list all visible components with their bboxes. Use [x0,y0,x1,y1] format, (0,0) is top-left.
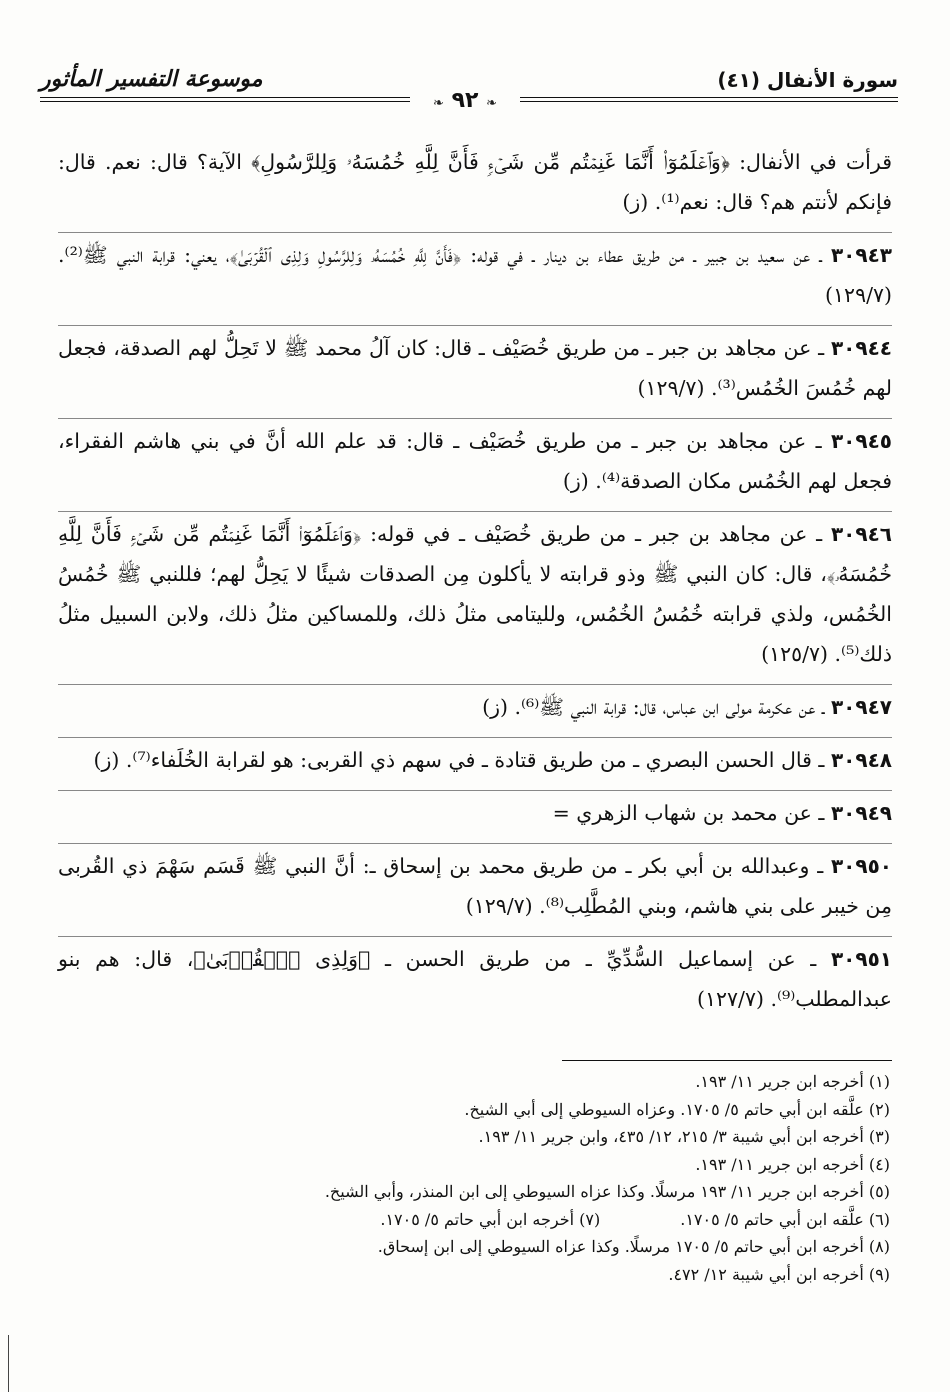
entry-number: ٣٠٩٥١ [830,947,892,971]
footnote-pair [90,1206,890,1234]
footnote: (٥) أخرجه ابن جرير ١١/ ١٩٣ مرسلًا. وكذا عزاه السيوطي إلى ابن المنذر، وأبي الشيخ. [324,1182,890,1201]
entry-text: ـ وعبدالله بن أبي بكر ـ من طريق محمد بن إسحاق ـ: أنَّ النبي ﷺ قَسَم سَهْمَ ذي القُربى مِن خيبر على بني هاشم، وبني المُطَّلِب⁽⁸⁾. (١٢٩/٧) [58,854,892,918]
main-text [58,140,892,1029]
entry-text: ـ عن مجاهد بن جبر ـ من طريق خُصَيْف ـ قال: قد علم الله أنَّ في بني هاشم الفقراء، فجعل لهم الخُمُس مكان الصدقة⁽⁴⁾. (ز) [58,429,892,493]
page-number-box [410,86,520,116]
footnote: (١) أخرجه ابن جرير ١١/ ١٩٣. [695,1072,890,1091]
entry-text: ـ قال الحسن البصري ـ من طريق قتادة ـ في سهم ذي القربى: هو لقرابة الخُلَفاء⁽⁷⁾. (ز) [93,748,831,772]
footnote: (٩) أخرجه ابن أبي شيبة ١٢/ ٤٧٢. [668,1264,890,1284]
entry-number: ٣٠٩٥٠ [830,854,892,878]
entry-text: ـ عن إسماعيل السُّدِّيِّ ـ من طريق الحسن ـ ﴿وَلِذِی ٱلۡقُرۡبَىٰ﴾، قال: هم بنو عبدالمطلب⁽⁹⁾. (١٢٧/٧) [58,947,892,1011]
page-number: ٩٢ [451,88,479,113]
entry-text: ـ عن سعيد بن جبير ـ من طريق عطاء بن دينار ـ في قوله: ﴿فَأَنَّ لِلَّهِ خُمُسَهُۥ وَلِلرَّسُولِ وَلِذِی ٱلۡقُرۡبَىٰ﴾، يعني: قرابة النبي ﷺ⁽²⁾. (١٢٩/٧) [58,243,892,307]
entry-text: ـ عن عكرمة مولى ابن عباس، قال: قرابة النبي ﷺ⁽⁶⁾. (ز) [482,695,831,719]
footnote: (٦) علَّقه ابن أبي حاتم ٥/ ١٧٠٥. [680,1209,890,1229]
entry-number: ٣٠٩٤٤ [830,336,892,360]
ornament-icon: ❧ [432,96,444,111]
footnote: (٣) أخرجه ابن أبي شيبة ٣/ ٢١٥، ١٢/ ٤٣٥، وابن جرير ١١/ ١٩٣. [478,1127,890,1146]
footnote: (٧) أخرجه ابن أبي حاتم ٥/ ١٧٠٥. [380,1209,601,1229]
footnote: (٤) أخرجه ابن جرير ١١/ ١٩٣. [695,1154,890,1174]
entry-number: ٣٠٩٤٣ [830,243,892,267]
entry [58,937,892,1029]
entry-number: ٣٠٩٤٧ [830,695,892,719]
entry-number: ٣٠٩٤٩ [830,801,892,825]
entry-number: ٣٠٩٤٥ [830,429,892,453]
entry-text: ـ عن محمد بن شهاب الزهري = [552,801,831,825]
footnotes [90,1068,890,1288]
entry [58,844,892,937]
footnote-divider [562,1060,892,1061]
footnote: (٢) علَّقه ابن أبي حاتم ٥/ ١٧٠٥. وعزاه السيوطي إلى أبي الشيخ. [464,1099,890,1119]
entry-number: ٣٠٩٤٨ [830,748,892,772]
page-edge-line [8,1335,9,1392]
entry [58,326,892,419]
book-title: موسوعة التفسير المأثور [40,67,263,92]
entry [58,419,892,512]
ornament-icon: ❧ [486,96,497,111]
entry [58,685,892,738]
entry [58,140,892,233]
entry-text: ـ عن مجاهد بن جبر ـ من طريق خُصَيْف ـ قال: كان آلُ محمد ﷺ لا تَحِلُّ لهم الصدقة، فجعل لهم خُمُسَ الخُمُس⁽³⁾. (١٢٩/٧) [58,336,892,400]
entry [58,512,892,685]
entry [58,791,892,844]
surah-title: سورة الأنفال (٤١) [717,68,898,92]
entry [58,738,892,791]
entry-number: ٣٠٩٤٦ [830,522,892,546]
entry-text: قرأت في الأنفال: ﴿وَٱعۡلَمُوٓا۟ أَنَّمَا غَنِمۡتُم مِّن شَیۡءࣲ فَأَنَّ لِلَّهِ خُمُسَهُۥ وَلِلرَّسُولِ﴾ الآية؟ قال: نعم. قال: فإنكم لأنتم هم؟ قال: نعم⁽¹⁾. (ز) [58,150,892,214]
entry [58,233,892,326]
footnote: (٨) أخرجه ابن أبي حاتم ٥/ ١٧٠٥ مرسلًا. وكذا عزاه السيوطي إلى ابن إسحاق. [377,1237,890,1256]
entry-text: ـ عن مجاهد بن جبر ـ من طريق خُصَيْف ـ في قوله: ﴿وَٱعۡلَمُوٓا۟ أَنَّمَا غَنِمۡتُم مِّن شَیۡءࣲ فَأَنَّ لِلَّهِ خُمُسَهُۥ﴾، قال: كان النبي ﷺ وذو قرابته لا يأكلون مِن الصدقات شيئًا لا يَحِلُّ لهم؛ فللنبي ﷺ خُمُسُ الخُمُس، ولذي قرابته خُمُسُ الخُمُس، ولليتامى مثلُ ذلك، وللمساكين مثلُ ذلك، ولابن السبيل مثلُ ذلك⁽⁵⁾. (١٢٥/٧) [58,522,892,666]
